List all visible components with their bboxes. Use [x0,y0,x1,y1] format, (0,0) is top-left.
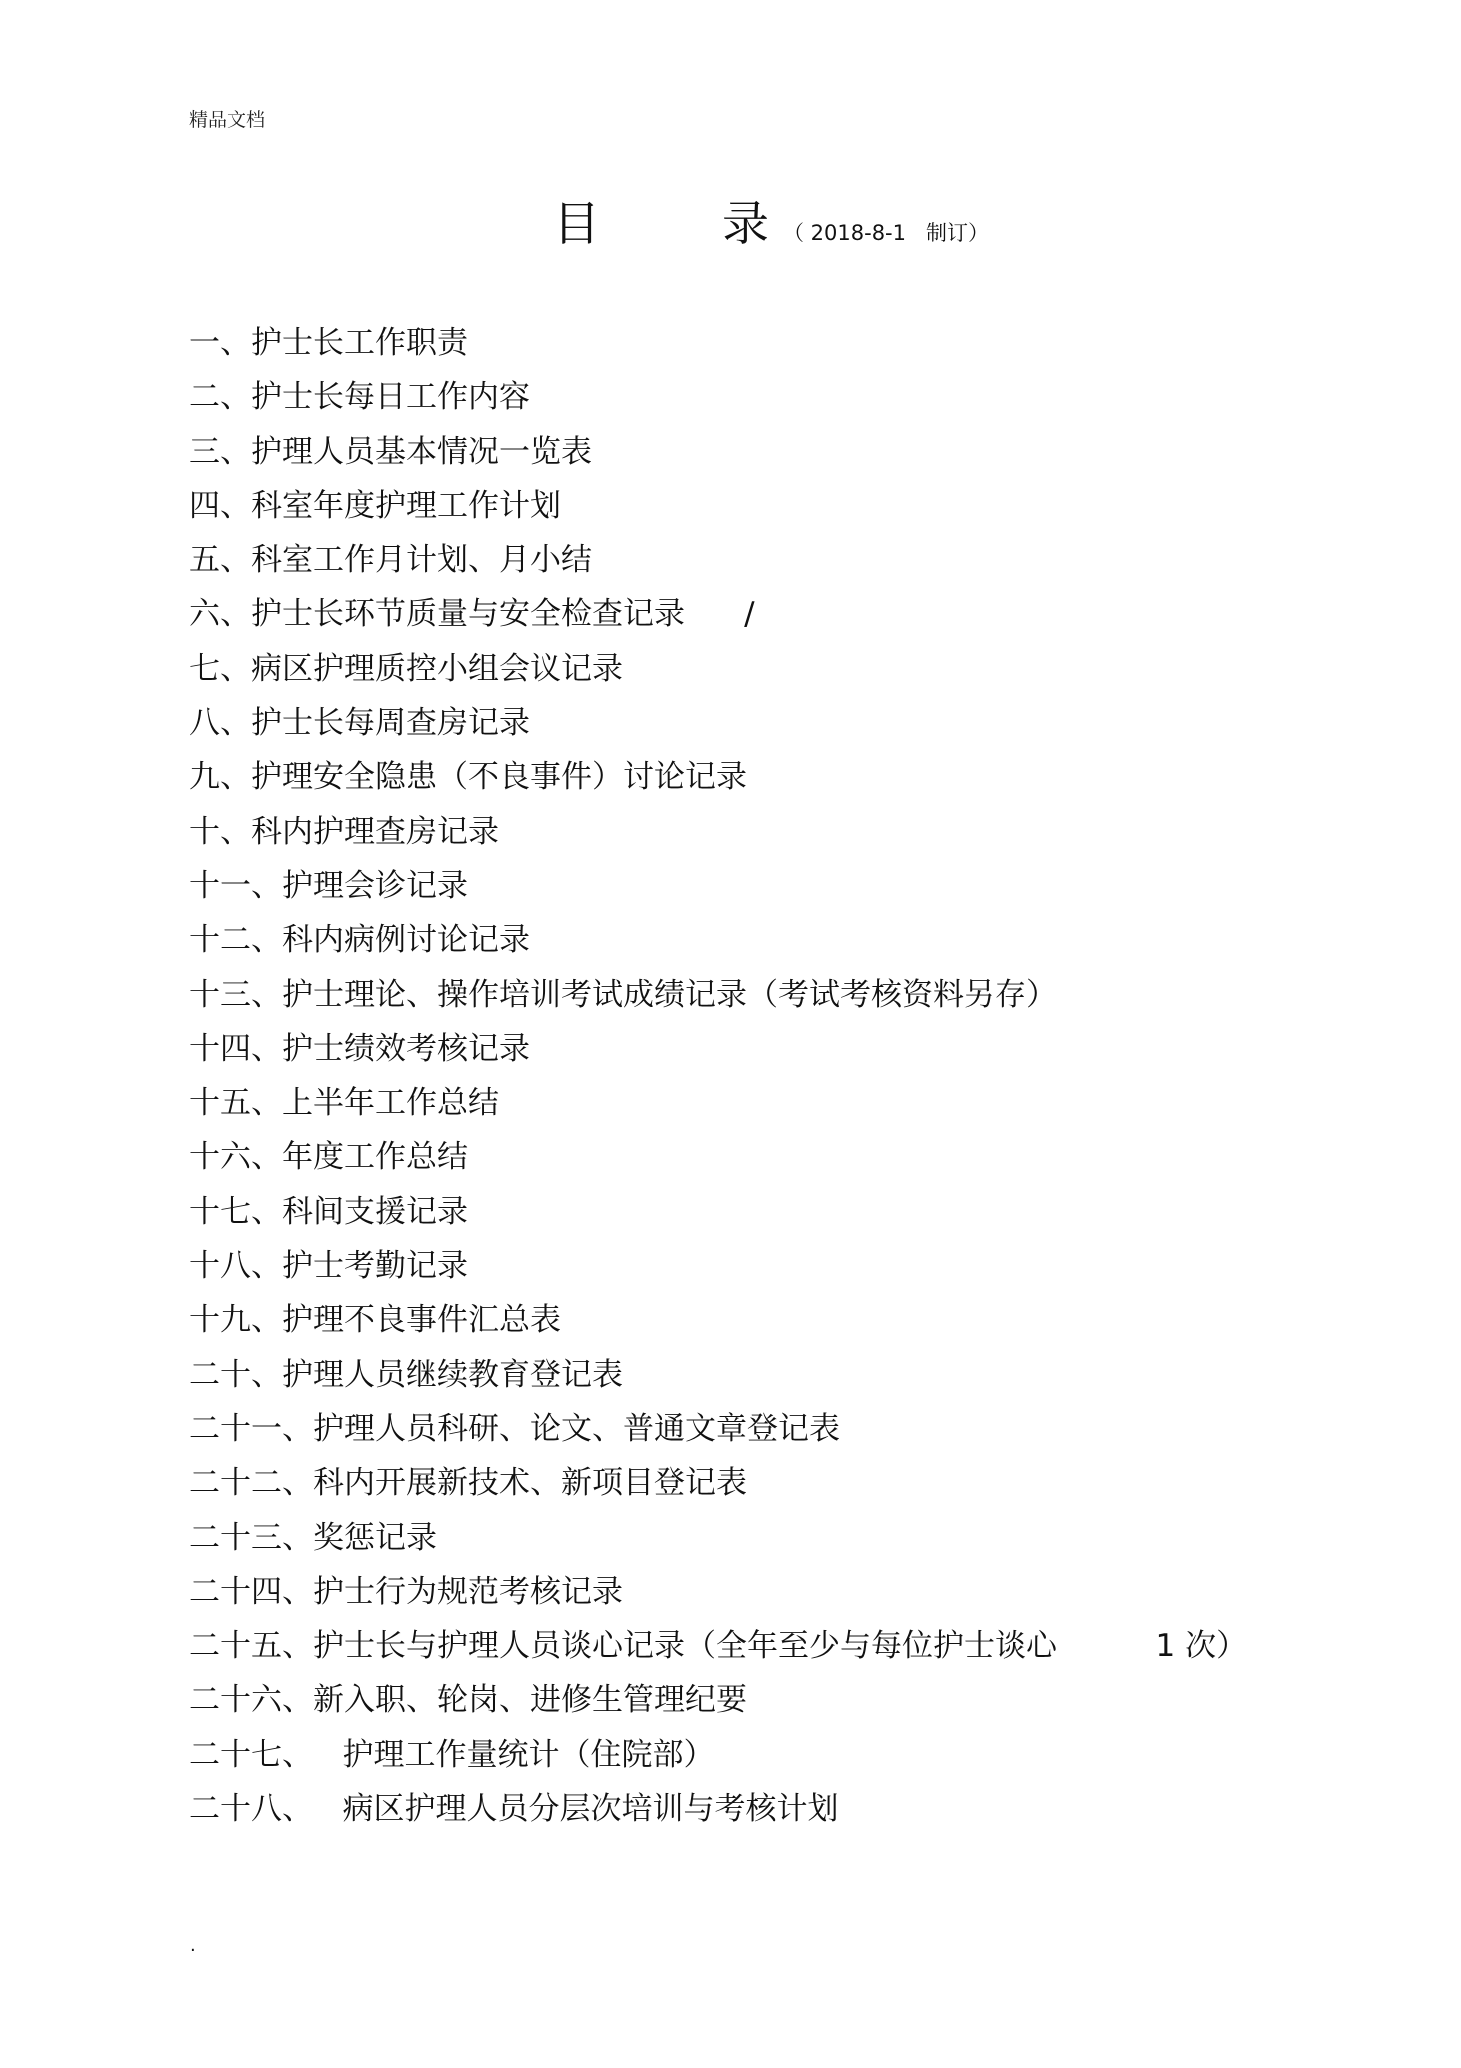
toc-item: 十八、护士考勤记录 [189,1248,468,1285]
toc-item: 二、护士长每日工作内容 [189,379,530,416]
toc-item: 三、护理人员基本情况一览表 [189,433,592,470]
toc-item: 一、护士长工作职责 [189,325,468,361]
toc-item: 二十三、奖惩记录 [189,1519,437,1556]
toc-item: 十二、科内病例讨论记录 [189,922,530,959]
title-char-1: 目 [553,197,600,252]
toc-item: 十三、护士理论、操作培训考试成绩记录（考试考核资料另存） [189,976,1057,1013]
toc-item: 二十七、 护理工作量统计（住院部） [189,1736,715,1773]
table-of-contents [189,316,1247,1836]
toc-item: 二十五、护士长与护理人员谈心记录（全年至少与每位护士谈心 1 次） [189,1628,1248,1665]
toc-item: 十、科内护理查房记录 [189,813,499,850]
toc-item: 五、科室工作月计划、月小结 [189,542,592,579]
toc-item: 六、护士长环节质量与安全检查记录 / [189,596,755,633]
toc-item: 十四、护士绩效考核记录 [189,1030,530,1067]
toc-item: 七、病区护理质控小组会议记录 [189,650,623,687]
toc-item: 二十八、 病区护理人员分层次培训与考核计划 [189,1791,839,1828]
title-char-2: 录 [722,197,769,252]
toc-item: 十九、护理不良事件汇总表 [189,1302,561,1339]
toc-item: 二十四、护士行为规范考核记录 [189,1573,623,1610]
page-title [553,190,989,260]
toc-item: 二十六、新入职、轮岗、进修生管理纪要 [189,1682,747,1719]
footer-dot: . [190,1935,196,1956]
toc-item: 八、护士长每周查房记录 [189,705,530,742]
toc-item: 二十二、科内开展新技术、新项目登记表 [189,1465,747,1502]
toc-item: 十七、科间支援记录 [189,1193,468,1230]
toc-item: 十一、护理会诊记录 [189,867,468,904]
toc-item: 二十一、护理人员科研、论文、普通文章登记表 [189,1410,840,1447]
toc-item: 十六、年度工作总结 [189,1139,468,1176]
toc-item: 四、科室年度护理工作计划 [189,487,561,524]
toc-item: 九、护理安全隐患（不良事件）讨论记录 [189,759,747,796]
title-revision-note: （ 2018-8-1 制订） [783,221,990,245]
toc-item: 二十、护理人员继续教育登记表 [189,1356,623,1393]
header-watermark: 精品文档 [189,109,266,131]
toc-item: 十五、上半年工作总结 [189,1085,499,1122]
